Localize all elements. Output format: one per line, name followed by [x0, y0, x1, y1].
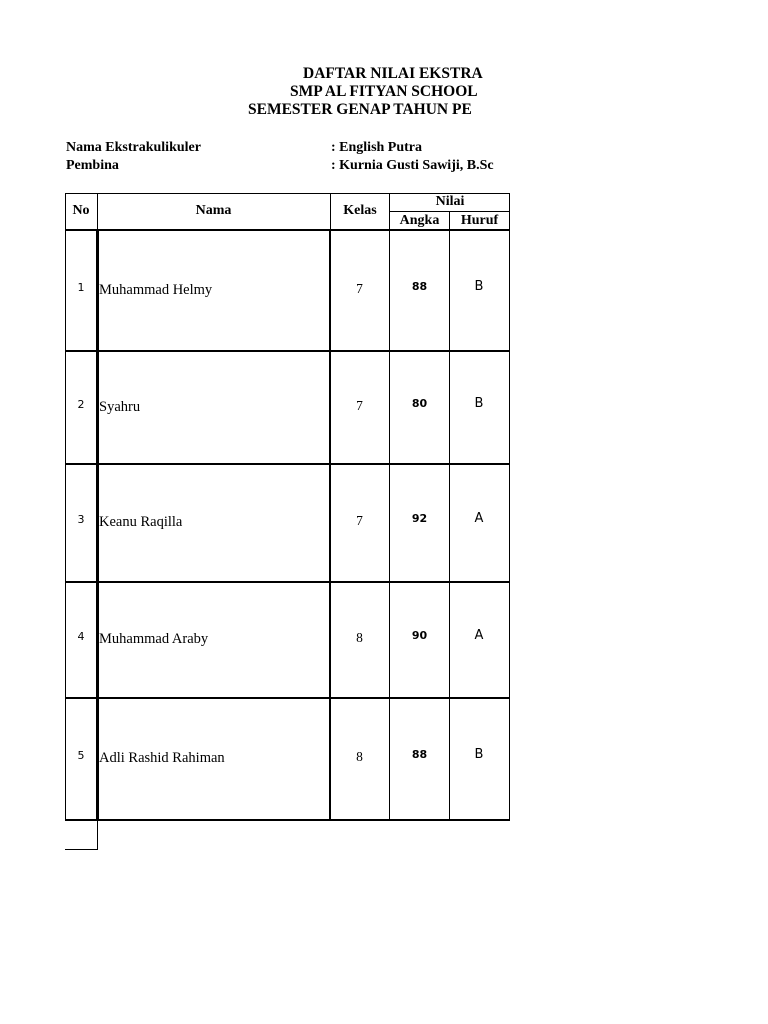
row-divider — [65, 463, 510, 465]
table-top-border — [65, 193, 510, 194]
row-number: 5 — [77, 749, 85, 762]
col-border-huruf — [509, 193, 510, 821]
score-number: 92 — [411, 512, 428, 525]
header-nilai: Nilai — [435, 194, 465, 209]
row-divider — [65, 697, 510, 699]
score-number: 90 — [411, 629, 428, 642]
ekskul-label: Nama Ekstrakulikuler — [66, 140, 201, 155]
score-letter: B — [474, 395, 484, 411]
score-letter: A — [474, 511, 484, 526]
student-name: Muhammad Araby — [99, 631, 209, 647]
row-number: 3 — [77, 513, 85, 526]
student-name: Keanu Raqilla — [99, 514, 183, 530]
score-number: 88 — [411, 748, 428, 761]
header-bottom-border — [65, 229, 510, 231]
table-bottom-border — [65, 819, 510, 821]
school-name: SMP AL FITYAN SCHOOL — [290, 83, 478, 100]
student-name: Muhammad Helmy — [99, 281, 213, 298]
student-class: 8 — [356, 630, 363, 645]
col-border-no — [97, 193, 98, 230]
student-name: Syahru — [99, 398, 141, 415]
student-name: Adli Rashid Rahiman — [99, 750, 225, 766]
ekskul-value: : English Putra — [331, 140, 423, 155]
nilai-divider — [390, 211, 510, 212]
header-angka: Angka — [399, 213, 440, 228]
score-number: 80 — [411, 396, 428, 410]
header-no: No — [72, 203, 90, 218]
empty-cell-border — [65, 849, 98, 850]
score-letter: A — [474, 628, 484, 643]
header-kelas: Kelas — [343, 203, 377, 218]
student-class: 7 — [356, 397, 363, 413]
document-title: DAFTAR NILAI EKSTRA — [303, 65, 483, 82]
pembina-label: Pembina — [66, 158, 119, 173]
score-letter: B — [474, 747, 484, 762]
semester-line: SEMESTER GENAP TAHUN PE — [248, 101, 472, 118]
pembina-value: : Kurnia Gusti Sawiji, B.Sc — [331, 158, 494, 173]
row-number: 4 — [77, 630, 85, 643]
row-divider — [65, 581, 510, 583]
header-huruf: Huruf — [460, 213, 499, 228]
row-number: 1 — [77, 280, 85, 294]
row-number: 2 — [77, 397, 85, 411]
student-class: 7 — [356, 513, 363, 528]
empty-cell-border — [97, 821, 98, 850]
row-divider — [65, 350, 510, 352]
student-class: 7 — [356, 280, 363, 296]
col-border-nama — [330, 193, 331, 230]
student-class: 8 — [356, 749, 363, 764]
score-number: 88 — [411, 279, 428, 293]
header-nama: Nama — [195, 203, 232, 218]
score-letter: B — [474, 278, 484, 294]
